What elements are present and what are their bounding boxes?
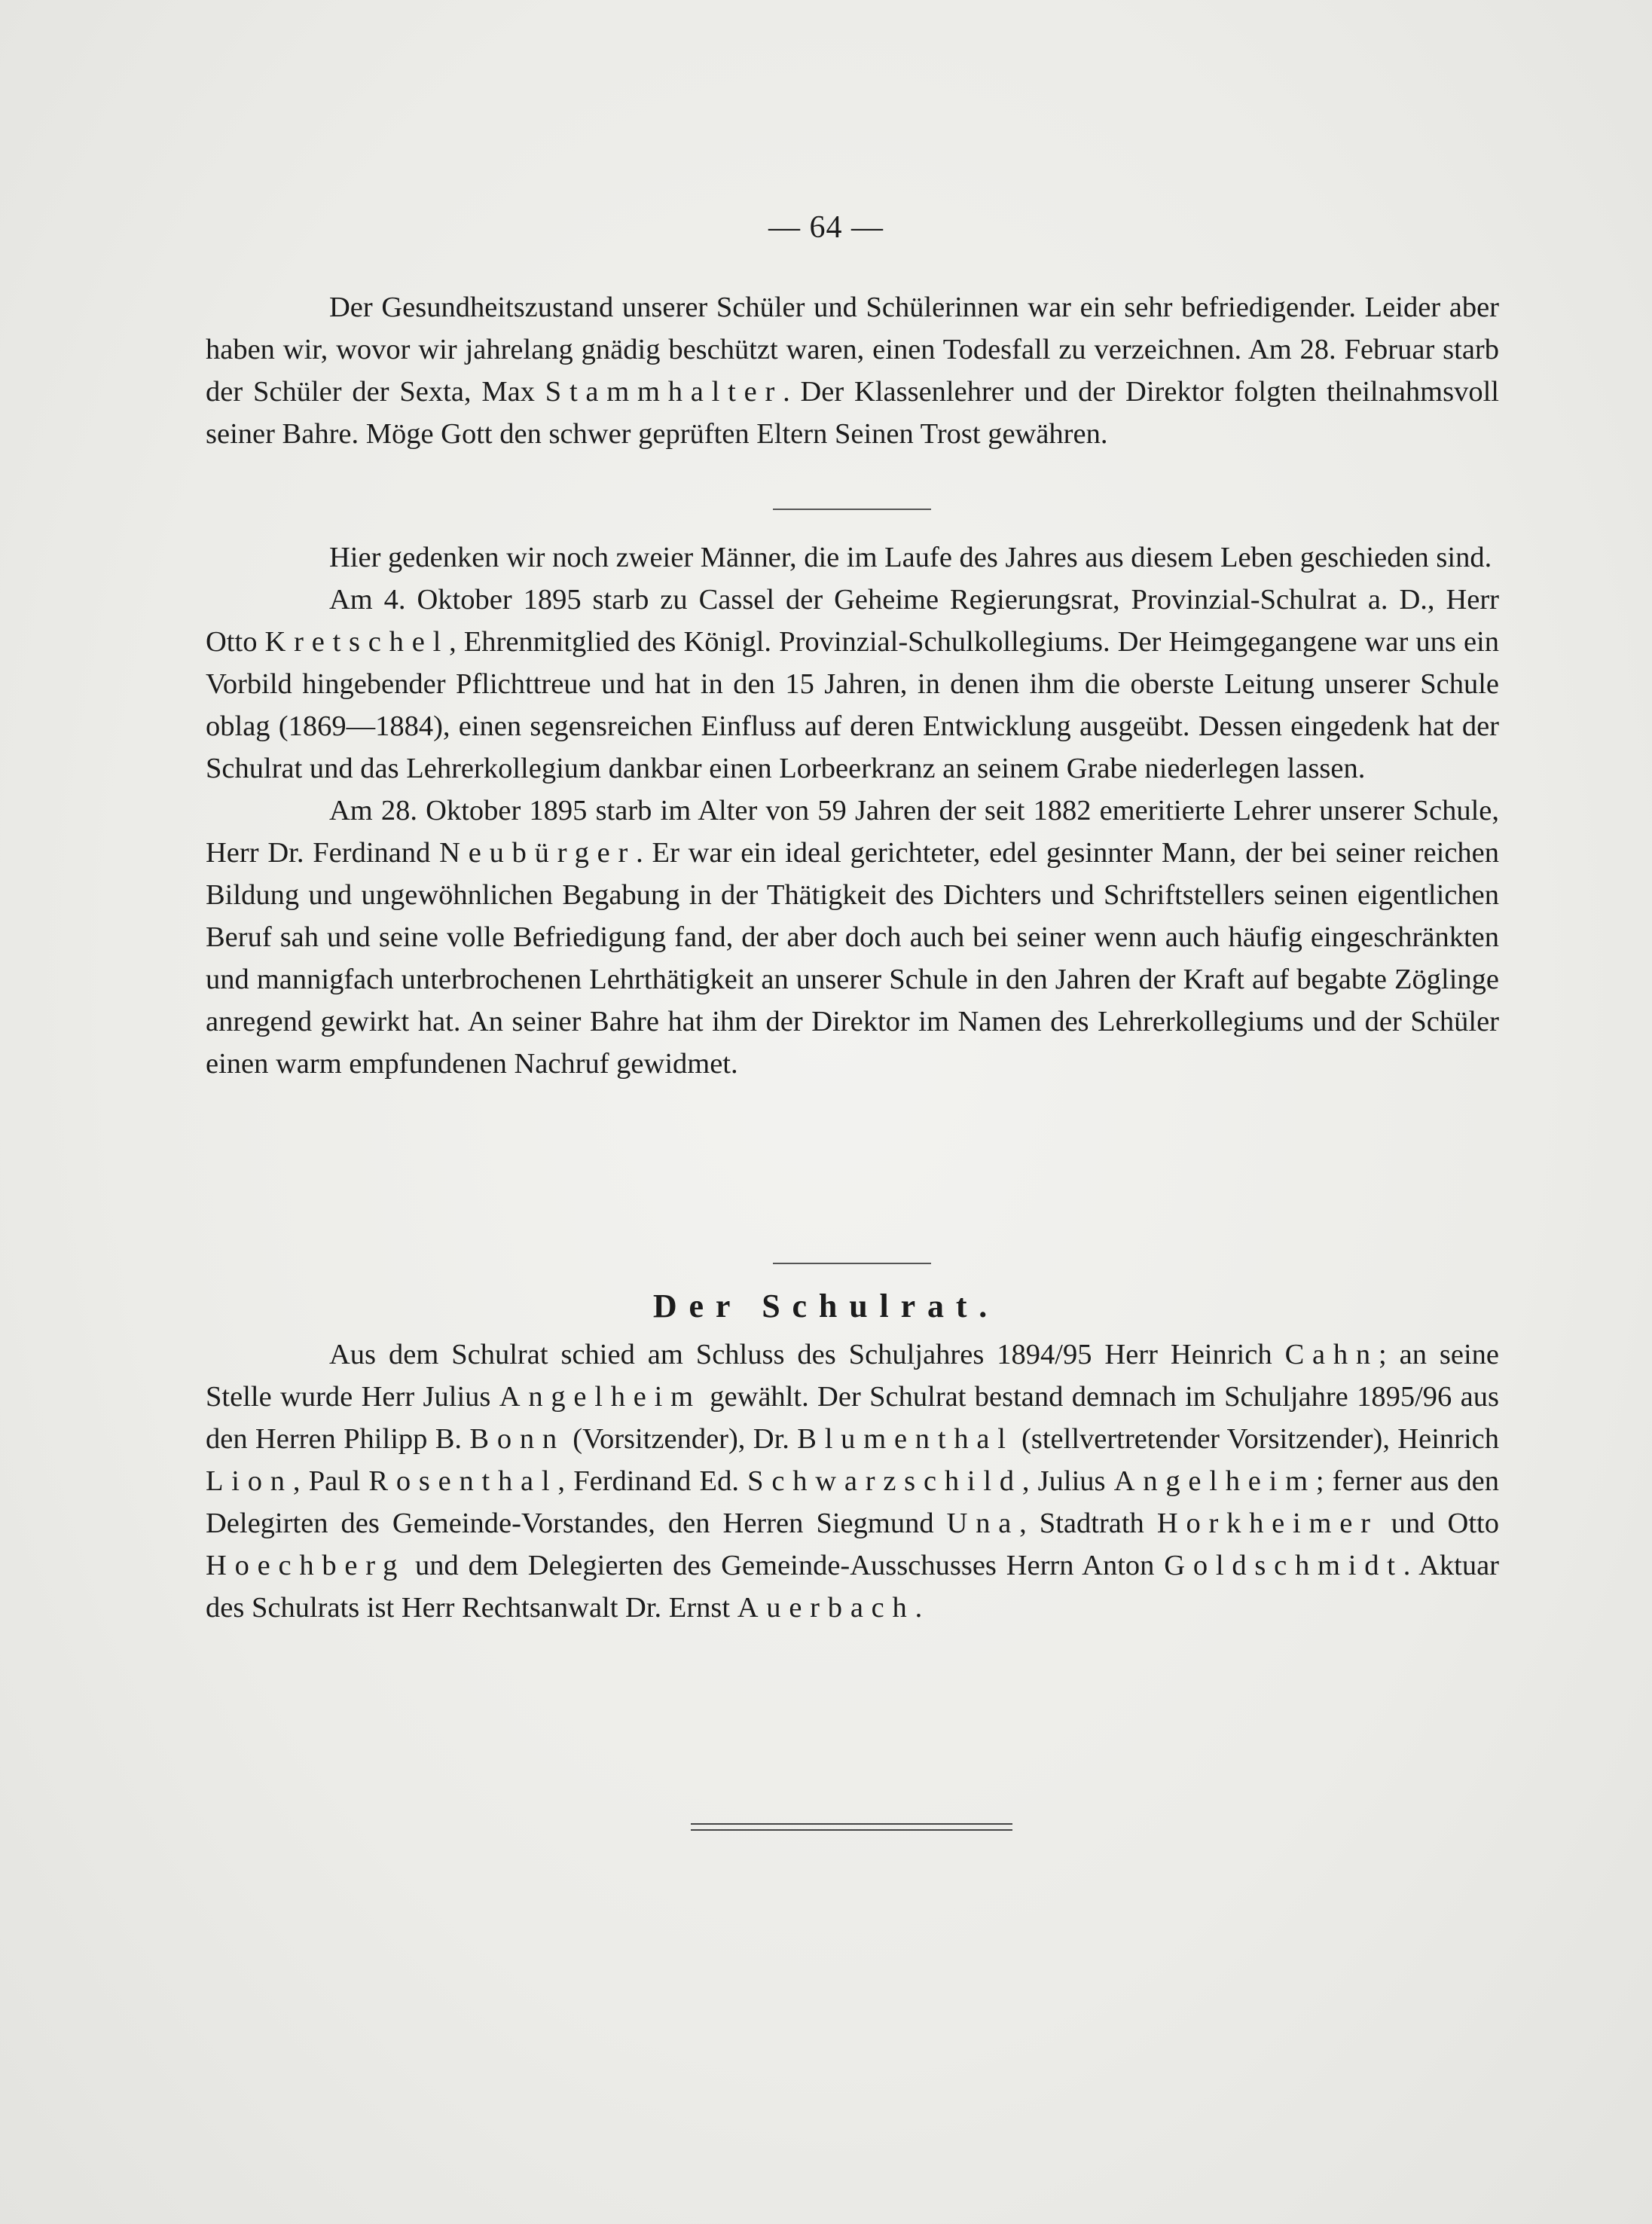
name-auerbach: Auerbach [737,1592,915,1624]
name-blumenthal: Blumenthal [797,1423,1014,1455]
obituary-neubuerger: Am 28. Oktober 1895 starb im Alter von 59 Jahren der seit 1882 emeritierte Lehrer unserer Schule, Herr Dr. Ferdinand Neubürger. Er war ein ideal gerichteter, edel gesinnter Mann, der bei seiner reichen Bildung und ungewöhnlichen Begabung in der Thätigkeit des Dichters und Schriftstellers seinen eigentlichen Beruf sah und seine volle Befriedigung fand, der aber doch auch bei seiner wenn auch häufig eingeschränkten und mannigfach unterbrochenen Lehrthätigkeit an unserer Schule in den Jahren der Kraft auf begabte Zöglinge anregend gewirkt hat. An seiner Bahre hat ihm der Direktor im Namen des Lehrerkollegiums und der Schüler einen warm empfundenen Nachruf gewidmet. [206,795,1500,1080]
name-goldschmidt: Goldschmidt [1164,1550,1403,1581]
section-heading-schulrat: Der Schulrat. [652,1288,1000,1324]
section-divider-2 [773,1263,931,1264]
section-divider-1 [773,509,931,510]
obituary-intro: Hier gedenken wir noch zweier Männer, die im Laufe des Jahres aus diesem Leben geschieden sind. [329,542,1492,573]
name-neubuerger: Neubürger [439,837,637,869]
health-paragraph: Der Gesundheitszustand unserer Schüler und Schülerinnen war ein sehr befriedigender. Leider aber haben wir, wovor wir jahrelang gnädig beschützt waren, einen Todesfall zu verzeichnen. Am 28. Februar starb der Schüler der Sexta, Max Stammhalter. Der Klassenlehrer und der Direktor folgten theilnahmsvoll seiner Bahre. Möge Gott den schwer geprüften Eltern Seinen Trost gewähren. [206,292,1500,450]
name-una: Una [946,1508,1020,1539]
name-schwarzschild: Schwarzschild [747,1465,1022,1497]
name-cahn: Cahn [1284,1339,1379,1370]
end-double-rule [691,1823,1012,1831]
name-rosenthal: Rosenthal [368,1465,558,1497]
name-angelheim-2: Angelheim [1113,1465,1316,1497]
name-hoechberg: Hoechberg [206,1550,406,1581]
name-kretschel: Kretschel [264,626,450,658]
name-lion: Lion [206,1465,293,1497]
obituary-kretschel: Am 4. Oktober 1895 starb zu Cassel der Geheime Regierungsrat, Provinzial-Schulrat a. D., Herr Otto Kretschel, Ehrenmitglied des Königl. Provinzial-Schulkollegiums. Der Heimgegangene war uns ein Vorbild hingebender Pflichttreue und hat in den 15 Jahren, in denen ihm die oberste Leitung unserer Schule oblag (1869—1884), einen segensreichen Einfluss auf deren Entwicklung ausgeübt. Dessen eingedenk hat der Schulrat und das Lehrerkollegium dankbar einen Lorbeerkranz an seinem Grabe niederlegen lassen. [206,584,1499,784]
name-horkheimer: Horkheimer [1156,1508,1379,1539]
page-number: — 64 — [768,210,884,245]
schulrat-section [206,1333,1499,1629]
obituary-section [206,536,1499,1085]
name-stammhalter: Stammhalter [545,376,783,408]
name-bonn: Bonn [469,1423,565,1455]
schulrat-paragraph: Aus dem Schulrat schied am Schluss des Schuljahres 1894/95 Herr Heinrich Cahn; an seine Stelle wurde Herr Julius Angelheim gewählt. Der Schulrat bestand demnach im Schuljahre 1895/96 aus den Herren Philipp B. Bonn (Vorsitzender), Dr. Blumenthal (stellvertretender Vorsitzender), Heinrich Lion, Paul Rosenthal, Ferdinand Ed. Schwarzschild, Julius Angelheim; ferner aus den Delegirten des Gemeinde-Vorstandes, den Herren Siegmund Una, Stadtrath Horkheimer und Otto Hoechberg und dem Delegierten des Gemeinde-Ausschusses Herrn Anton Goldschmidt. Aktuar des Schulrats ist Herr Rechtsanwalt Dr. Ernst Auerbach. [206,1339,1500,1624]
name-angelheim: Angelheim [499,1381,701,1413]
health-section [206,286,1499,455]
